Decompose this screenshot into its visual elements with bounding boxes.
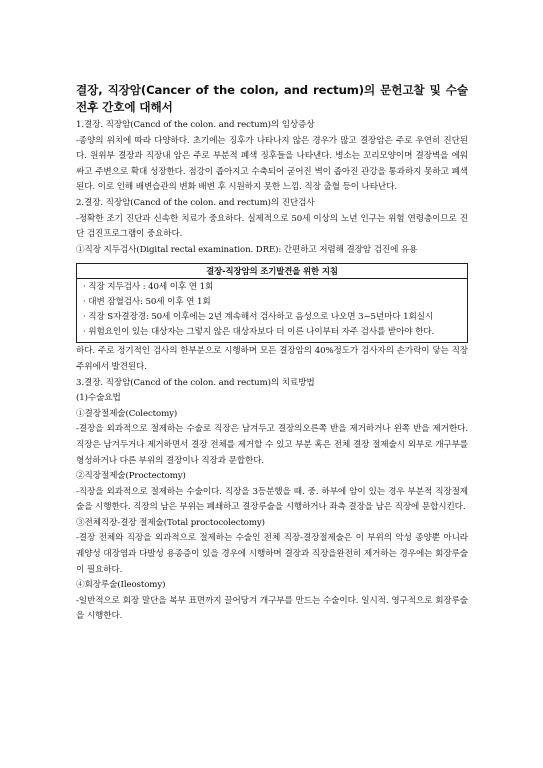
guideline-box [76,263,468,343]
section-heading: 3.결장. 직장암(Cancd of the colon. and rectum)의 치료방법 [76,377,315,388]
procedure-name: ④회장루술(Ileostomy) [76,580,166,591]
guideline-item: · 위험요인이 있는 대상자는 그렇지 않은 대상자보다 더 이른 나이부터 자주 검사를 받아야 한다. [83,327,435,338]
document-title: 결장, 직장암(Cancer of the colon, and rectum)의 문헌고찰 및 수술 전후 간호에 대해서 [76,83,468,114]
guideline-item: · 직장 지두검사 : 40세 이후 연 1회 [83,282,214,293]
guideline-item: · 직장 S자결장경: 50세 이후에는 2년 계속해서 검사하고 음성으로 나오면 3~5년마다 1회실시 [83,312,434,323]
section-paragraph: -정확한 조기 진단과 신속한 치료가 중요하다. 실제적으로 50세 이상의 노년 인구는 위험 연령층이므로 진단 검진프로그램이 중요하다. [76,213,468,240]
procedure-description: -직장을 외과적으로 절제하는 수술이다. 직장을 3등분했을 때. 중. 하부에 암이 있는 경우 부분적 직장절제술을 시행한다. 직장의 남은 부위는 폐쇄하고 결장루술을 시행하거나 좌측 결장을 남은 직장에 문합시킨다. [76,486,468,513]
procedure-description: -결장을 외과적으로 절제하는 수술로 직장은 남겨두고 결장의오른쪽 반을 제거하거나 왼쪽 반을 제거한다. 직장은 남겨두거나 제거하면서 결장 전체를 제거할 수 있고 부분 혹은 전체 결장 절제술시 외부로 개구부를 형성하거나 다른 부위의 결장이나 직장과 문합한다. [76,424,468,466]
procedure-name: ①결장절제술(Colectomy) [76,408,178,419]
subheading: (1)수술요법 [76,393,121,404]
section-paragraph: 하다. 주로 정기적인 검사의 한부분으로 시행하며 모든 결장암의 40%정도가 검사자의 손가락이 닿는 직장 주위에서 발견된다. [76,346,468,372]
section-paragraph: -종양의 위치에 따라 다양하다. 초기에는 징후가 나타나지 않은 경우가 많고 결장암은 주로 우연히 진단된다. 원위부 결장과 직장내 암은 주로 부분적 폐색 징후들을 나타낸다. 병소는 꼬리모양이며 결장벽을 에워싸고 주변으로 확대 성장한다. 점강이 좁아지고 수축되어 굳어진 벽이 좁아진 관강을 통과하지 못하고 폐색된다. 이로 인해 배변습관의 변화 배변 후 시원하지 못한 느낌. 직장 출혈 등이 나타난다. [76,135,468,193]
procedure-description: -일반적으로 회장 말단을 복부 표면까지 끌어당겨 개구부를 만드는 수술이다. 일시적. 영구적으로 회장루술을 시행한다. [76,595,468,622]
section-heading: 2.결장. 직장암(Cancd of the colon. and rectum)의 진단검사 [76,197,315,208]
guideline-box-body [77,279,467,342]
procedure-name: ②직장절제술(Proctectomy) [76,471,186,482]
section-heading: 1.결장. 직장암(Cancd of the colon. and rectum)의 임상증상 [76,120,315,130]
guideline-box-title: 결장-직장암의 조기발견을 위한 지침 [77,264,467,279]
procedure-name: ③전체직장-결장 절제술(Total proctocolectomy) [76,517,265,528]
procedure-description: -결장 전체와 직장을 외과적으로 절제하는 수술인 전체 직장-결장절제술은 이 부위의 악성 종양뿐 아니라 궤양성 대장염과 다발성 용종증이 있을 경우에 시행하며 결장과 직장을완전히 제거하는 경우에는 회장루술이 필요하다. [76,533,468,575]
guideline-item: · 대변 잠혈검사: 50세 이후 연 1회 [83,297,211,308]
dre-paragraph: ①직장 지두검사(Digital rectal examination. DRE): 간편하고 저렴해 결장암 검진에 유용 [76,244,418,255]
document-body [76,82,468,625]
